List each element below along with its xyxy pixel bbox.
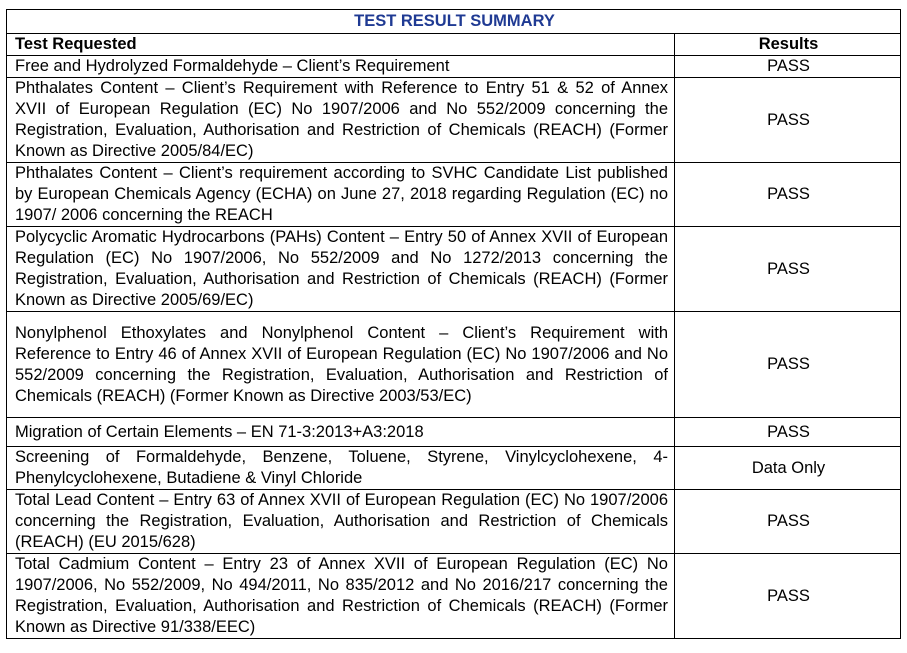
result-cell: PASS xyxy=(675,227,901,312)
test-requested-cell: Phthalates Content – Client’s Requirement with Reference to Entry 51 & 52 of Annex XVII of European Regulation (EC) No 1907/2006 and No 552/2009 concerning the Registration, Evaluation, Authorisation and Restriction of Chemicals (REACH) (Former Known as Directive 2005/84/EC) xyxy=(7,78,675,163)
result-cell: PASS xyxy=(675,554,901,639)
result-cell: PASS xyxy=(675,78,901,163)
column-header-result: Results xyxy=(675,34,901,56)
table-row xyxy=(7,554,901,639)
header-row xyxy=(7,34,901,56)
result-cell: PASS xyxy=(675,312,901,418)
test-result-summary xyxy=(6,9,900,639)
table-row xyxy=(7,163,901,227)
test-requested-cell: Nonylphenol Ethoxylates and Nonylphenol Content – Client’s Requirement with Reference to Entry 46 of Annex XVII of European Regulation (EC) No 1907/2006 and No 552/2009 concerning the Registration, Evaluation, Authorisation and Restriction of Chemicals (REACH) (Former Known as Directive 2003/53/EC) xyxy=(7,312,675,418)
table-row xyxy=(7,447,901,490)
table-row xyxy=(7,78,901,163)
test-requested-cell: Polycyclic Aromatic Hydrocarbons (PAHs) Content – Entry 50 of Annex XVII of European Regulation (EC) No 1907/2006, No 552/2009 and No 1272/2013 concerning the Registration, Evaluation, Authorisation and Restriction of Chemicals (REACH) (Former Known as Directive 2005/69/EC) xyxy=(7,227,675,312)
test-requested-cell: Phthalates Content – Client’s requirement according to SVHC Candidate List published by European Chemicals Agency (ECHA) on June 27, 2018 regarding Regulation (EC) no 1907/ 2006 concerning the REACH xyxy=(7,163,675,227)
table-row xyxy=(7,56,901,78)
table-row xyxy=(7,490,901,554)
result-cell: PASS xyxy=(675,56,901,78)
table-row xyxy=(7,312,901,418)
table-row xyxy=(7,418,901,447)
test-requested-cell: Total Cadmium Content – Entry 23 of Annex XVII of European Regulation (EC) No 1907/2006, No 552/2009, No 494/2011, No 835/2012 and No 2016/217 concerning the Registration, Evaluation, Authorisation and Restriction of Chemicals (REACH) (Former Known as Directive 91/338/EEC) xyxy=(7,554,675,639)
table-title: TEST RESULT SUMMARY xyxy=(7,10,901,34)
test-requested-cell: Free and Hydrolyzed Formaldehyde – Client’s Requirement xyxy=(7,56,675,78)
test-requested-cell: Screening of Formaldehyde, Benzene, Toluene, Styrene, Vinylcyclohexene, 4-Phenylcyclohexene, Butadiene & Vinyl Chloride xyxy=(7,447,675,490)
result-cell: Data Only xyxy=(675,447,901,490)
result-cell: PASS xyxy=(675,418,901,447)
test-requested-cell: Total Lead Content – Entry 63 of Annex XVII of European Regulation (EC) No 1907/2006 concerning the Registration, Evaluation, Authorisation and Restriction of Chemicals (REACH) (EU 2015/628) xyxy=(7,490,675,554)
column-header-test: Test Requested xyxy=(7,34,675,56)
result-cell: PASS xyxy=(675,490,901,554)
table-row xyxy=(7,227,901,312)
summary-table xyxy=(6,9,901,639)
title-row xyxy=(7,10,901,34)
test-requested-cell: Migration of Certain Elements – EN 71-3:2013+A3:2018 xyxy=(7,418,675,447)
result-cell: PASS xyxy=(675,163,901,227)
